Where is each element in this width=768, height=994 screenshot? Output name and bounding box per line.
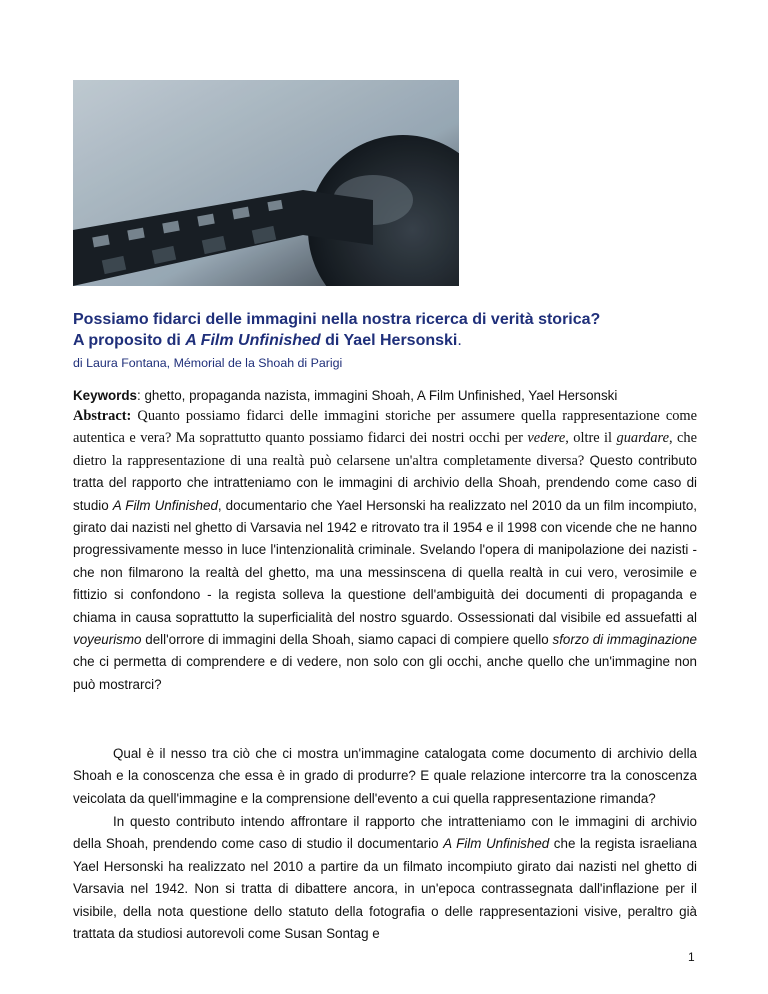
title-line-1: Possiamo fidarci delle immagini nella nostra ricerca di verità storica? xyxy=(73,311,601,328)
film-reel-icon xyxy=(73,80,459,286)
abstract-lead-1: Quanto possiamo fidarci delle immagini storiche per assumere quella rappresentazione come autentica e vera? Ma soprattutto quanto possiamo fidarci dei nostri occhi per xyxy=(73,408,697,447)
abstract-vedere: vedere xyxy=(527,430,566,447)
keywords xyxy=(73,387,713,405)
title-prefix: A proposito di xyxy=(73,332,186,349)
paragraph-2-film: A Film Unfinished xyxy=(443,836,550,852)
title-line-2 xyxy=(73,331,713,351)
title-end: . xyxy=(457,332,462,349)
keywords-label: Keywords xyxy=(73,388,137,403)
paragraph-1: Qual è il nesso tra ciò che ci mostra un'immagine catalogata come documento di archivio della Shoah e la conoscenza che essa è in grado di produrre? E quale relazione intercorre tra la conoscenza veicolata da quell'immagine e la comprensione dell'evento a cui quella rappresentazione rimanda? xyxy=(73,746,697,806)
abstract-text-1: Questo contributo tratta del rapporto che intratteniamo con le immagini di archivio della Shoah, prendendo come caso di studio xyxy=(73,452,697,513)
paragraph-2 xyxy=(73,811,697,945)
abstract-label: Abstract: xyxy=(73,408,132,424)
abstract-sforzo: sforzo di immaginazione xyxy=(552,632,697,648)
paragraph-2-text-1: In questo contributo intendo affrontare il rapporto che intratteniamo con le immagini di archivio della Shoah, prendendo come caso di studio il documentario xyxy=(73,814,697,852)
abstract-guardare: guardare xyxy=(616,430,669,447)
abstract-text-3: dell'orrore di immagini della Shoah, siamo capaci di compiere quello xyxy=(141,632,553,648)
abstract-text-4: che ci permetta di comprendere e di vedere, non solo con gli occhi, anche quello che un'immagine non può mostrarci? xyxy=(73,654,697,692)
abstract-text-2: , documentario che Yael Hersonski ha realizzato nel 2010 da un film incompiuto, girato dai nazisti nel ghetto di Varsavia nel 1942 e ritrovato tra il 1954 e il 1998 con vicende che ne hanno progressivamente messo in luce l'intenzionalità criminale. Svelando l'opera di manipolazione dei nazisti - che non filmarono la realtà del ghetto, ma una messinscena di quella realtà in cui vero, verosimile e fittizio si confondono - la regista solleva la questione dell'ambiguità dei documenti di propaganda e chiama in causa soprattutto la superficialità del nostro sguardo. Ossessionati dal visibile ed assuefatti al xyxy=(73,497,698,625)
abstract-film: A Film Unfinished xyxy=(112,497,218,513)
title-suffix: di Yael Hersonski xyxy=(320,332,458,349)
paragraph-2-text-2: che la regista israeliana Yael Hersonski ha realizzato nel 2010 a partire da un filmato incompiuto girato dai nazisti nel ghetto di Varsavia nel 1942. Non si tratta di dibattere ancora, in un'epoca contrassegnata dall'inflazione per il visibile, della nota questione dello statuto della fotografia o delle rappresentazioni visive, peraltro già trattata da studiosi autorevoli come Susan Sontag e xyxy=(73,836,698,942)
abstract xyxy=(73,405,697,696)
keywords-text: : ghetto, propaganda nazista, immagini Shoah, A Film Unfinished, Yael Hersonski xyxy=(137,388,618,403)
title-film-name: A Film Unfinished xyxy=(185,332,321,349)
author-line: di Laura Fontana, Mémorial de la Shoah di Parigi xyxy=(73,356,343,370)
header-photo-film-reel xyxy=(73,80,459,286)
abstract-lead-3: , che dietro la rappresentazione di una realtà può celarsene un'altra completamente diversa? xyxy=(73,430,698,469)
page-number: 1 xyxy=(688,950,695,964)
abstract-lead-2: , oltre il xyxy=(565,430,617,447)
abstract-voyeurismo: voyeurismo xyxy=(73,632,142,648)
